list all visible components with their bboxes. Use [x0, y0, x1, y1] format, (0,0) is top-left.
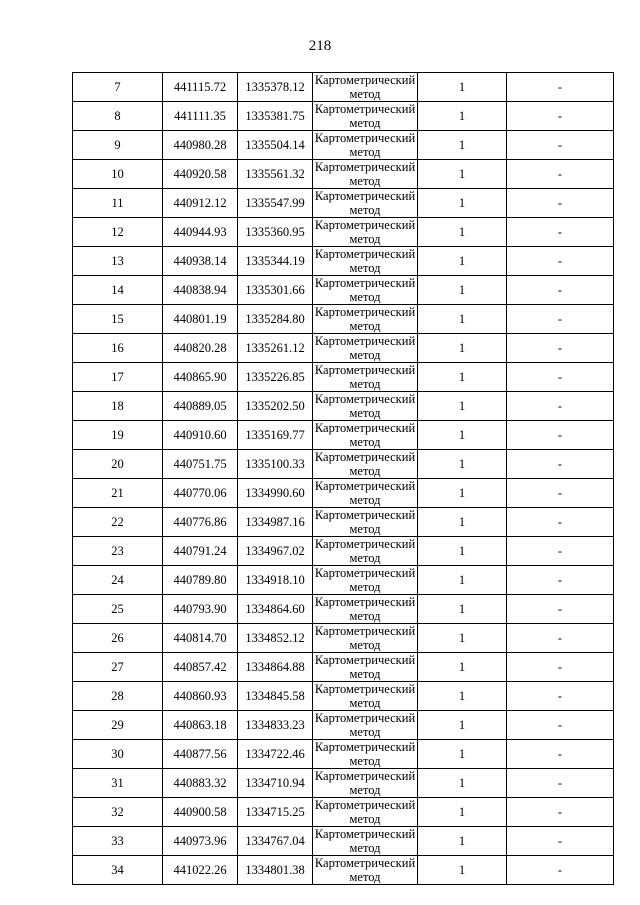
method-text-line: Картометрический — [314, 508, 416, 522]
method-cell — [313, 537, 418, 566]
point-number-cell: 8 — [73, 102, 163, 131]
method-text-line: Картометрический — [314, 740, 416, 754]
table-row — [73, 247, 614, 276]
method-text-line: Картометрический — [314, 131, 416, 145]
method-cell — [313, 334, 418, 363]
x-coordinate-cell: 440912.12 — [163, 189, 238, 218]
x-coordinate-cell: 440814.70 — [163, 624, 238, 653]
x-coordinate-cell: 440838.94 — [163, 276, 238, 305]
method-text-line: метод — [349, 319, 381, 333]
method-text-line: метод — [349, 290, 381, 304]
y-coordinate-cell: 1334987.16 — [238, 508, 313, 537]
point-number-cell: 15 — [73, 305, 163, 334]
point-number-cell: 23 — [73, 537, 163, 566]
description-cell: - — [507, 189, 614, 218]
coordinates-table — [72, 72, 614, 885]
y-coordinate-cell: 1335284.80 — [238, 305, 313, 334]
point-number-cell: 24 — [73, 566, 163, 595]
table-row — [73, 131, 614, 160]
method-cell — [313, 624, 418, 653]
description-cell: - — [507, 711, 614, 740]
method-text-line: метод — [349, 203, 381, 217]
y-coordinate-cell: 1335261.12 — [238, 334, 313, 363]
y-coordinate-cell: 1335301.66 — [238, 276, 313, 305]
method-cell — [313, 247, 418, 276]
method-text-line: метод — [349, 667, 381, 681]
y-coordinate-cell: 1334833.23 — [238, 711, 313, 740]
y-coordinate-cell: 1334918.10 — [238, 566, 313, 595]
table-row — [73, 856, 614, 885]
method-cell — [313, 102, 418, 131]
accuracy-cell: 1 — [418, 769, 507, 798]
description-cell: - — [507, 218, 614, 247]
description-cell: - — [507, 827, 614, 856]
x-coordinate-cell: 440863.18 — [163, 711, 238, 740]
method-text-line: Картометрический — [314, 160, 416, 174]
x-coordinate-cell: 440789.80 — [163, 566, 238, 595]
y-coordinate-cell: 1335202.50 — [238, 392, 313, 421]
point-number-cell: 32 — [73, 798, 163, 827]
x-coordinate-cell: 440877.56 — [163, 740, 238, 769]
method-text-line: метод — [349, 87, 381, 101]
accuracy-cell: 1 — [418, 479, 507, 508]
y-coordinate-cell: 1335547.99 — [238, 189, 313, 218]
y-coordinate-cell: 1334864.60 — [238, 595, 313, 624]
x-coordinate-cell: 440938.14 — [163, 247, 238, 276]
method-cell — [313, 392, 418, 421]
table-row — [73, 566, 614, 595]
method-text-line: метод — [349, 754, 381, 768]
description-cell: - — [507, 276, 614, 305]
y-coordinate-cell: 1334864.88 — [238, 653, 313, 682]
table-row — [73, 624, 614, 653]
point-number-cell: 27 — [73, 653, 163, 682]
table-row — [73, 160, 614, 189]
method-text-line: метод — [349, 174, 381, 188]
description-cell: - — [507, 508, 614, 537]
accuracy-cell: 1 — [418, 189, 507, 218]
method-text-line: Картометрический — [314, 305, 416, 319]
method-cell — [313, 305, 418, 334]
method-cell — [313, 595, 418, 624]
table-row — [73, 305, 614, 334]
x-coordinate-cell: 440860.93 — [163, 682, 238, 711]
method-cell — [313, 131, 418, 160]
method-text-line: Картометрический — [314, 247, 416, 261]
method-cell — [313, 189, 418, 218]
method-text-line: метод — [349, 725, 381, 739]
point-number-cell: 20 — [73, 450, 163, 479]
method-text-line: Картометрический — [314, 450, 416, 464]
method-cell — [313, 769, 418, 798]
x-coordinate-cell: 440770.06 — [163, 479, 238, 508]
description-cell: - — [507, 73, 614, 102]
accuracy-cell: 1 — [418, 537, 507, 566]
y-coordinate-cell: 1334845.58 — [238, 682, 313, 711]
y-coordinate-cell: 1335360.95 — [238, 218, 313, 247]
accuracy-cell: 1 — [418, 392, 507, 421]
accuracy-cell: 1 — [418, 421, 507, 450]
x-coordinate-cell: 440820.28 — [163, 334, 238, 363]
table-row — [73, 537, 614, 566]
description-cell: - — [507, 682, 614, 711]
point-number-cell: 21 — [73, 479, 163, 508]
method-text-line: Картометрический — [314, 334, 416, 348]
table-row — [73, 334, 614, 363]
method-text-line: Картометрический — [314, 856, 416, 870]
y-coordinate-cell: 1334852.12 — [238, 624, 313, 653]
point-number-cell: 14 — [73, 276, 163, 305]
method-text-line: метод — [349, 464, 381, 478]
point-number-cell: 22 — [73, 508, 163, 537]
method-cell — [313, 508, 418, 537]
method-text-line: Картометрический — [314, 711, 416, 725]
method-cell — [313, 276, 418, 305]
method-text-line: метод — [349, 348, 381, 362]
method-cell — [313, 160, 418, 189]
accuracy-cell: 1 — [418, 247, 507, 276]
method-text-line: Картометрический — [314, 827, 416, 841]
method-cell — [313, 450, 418, 479]
accuracy-cell: 1 — [418, 73, 507, 102]
y-coordinate-cell: 1334967.02 — [238, 537, 313, 566]
method-cell — [313, 73, 418, 102]
method-cell — [313, 740, 418, 769]
accuracy-cell: 1 — [418, 334, 507, 363]
description-cell: - — [507, 363, 614, 392]
method-text-line: метод — [349, 406, 381, 420]
x-coordinate-cell: 440776.86 — [163, 508, 238, 537]
method-text-line: метод — [349, 116, 381, 130]
method-text-line: метод — [349, 841, 381, 855]
point-number-cell: 33 — [73, 827, 163, 856]
point-number-cell: 25 — [73, 595, 163, 624]
accuracy-cell: 1 — [418, 827, 507, 856]
y-coordinate-cell: 1335378.12 — [238, 73, 313, 102]
table-row — [73, 102, 614, 131]
method-text-line: Картометрический — [314, 798, 416, 812]
accuracy-cell: 1 — [418, 740, 507, 769]
method-cell — [313, 218, 418, 247]
point-number-cell: 26 — [73, 624, 163, 653]
point-number-cell: 18 — [73, 392, 163, 421]
method-text-line: метод — [349, 493, 381, 507]
accuracy-cell: 1 — [418, 653, 507, 682]
point-number-cell: 17 — [73, 363, 163, 392]
table-row — [73, 421, 614, 450]
table-row — [73, 189, 614, 218]
x-coordinate-cell: 440920.58 — [163, 160, 238, 189]
accuracy-cell: 1 — [418, 798, 507, 827]
x-coordinate-cell: 440791.24 — [163, 537, 238, 566]
method-text-line: метод — [349, 377, 381, 391]
method-text-line: Картометрический — [314, 595, 416, 609]
description-cell: - — [507, 334, 614, 363]
method-text-line: Картометрический — [314, 566, 416, 580]
x-coordinate-cell: 440883.32 — [163, 769, 238, 798]
x-coordinate-cell: 440889.05 — [163, 392, 238, 421]
method-text-line: метод — [349, 812, 381, 826]
table-row — [73, 827, 614, 856]
table-row — [73, 740, 614, 769]
method-text-line: метод — [349, 783, 381, 797]
method-text-line: метод — [349, 522, 381, 536]
y-coordinate-cell: 1334715.25 — [238, 798, 313, 827]
point-number-cell: 7 — [73, 73, 163, 102]
method-text-line: метод — [349, 696, 381, 710]
y-coordinate-cell: 1335100.33 — [238, 450, 313, 479]
description-cell: - — [507, 653, 614, 682]
point-number-cell: 12 — [73, 218, 163, 247]
description-cell: - — [507, 740, 614, 769]
description-cell: - — [507, 537, 614, 566]
method-text-line: Картометрический — [314, 624, 416, 638]
x-coordinate-cell: 440900.58 — [163, 798, 238, 827]
description-cell: - — [507, 305, 614, 334]
table-row — [73, 508, 614, 537]
y-coordinate-cell: 1335504.14 — [238, 131, 313, 160]
method-text-line: Картометрический — [314, 276, 416, 290]
x-coordinate-cell: 440793.90 — [163, 595, 238, 624]
description-cell: - — [507, 856, 614, 885]
x-coordinate-cell: 441115.72 — [163, 73, 238, 102]
method-text-line: Картометрический — [314, 682, 416, 696]
description-cell: - — [507, 102, 614, 131]
table-row — [73, 595, 614, 624]
x-coordinate-cell: 440973.96 — [163, 827, 238, 856]
table-row — [73, 276, 614, 305]
method-text-line: Картометрический — [314, 769, 416, 783]
y-coordinate-cell: 1335226.85 — [238, 363, 313, 392]
method-text-line: Картометрический — [314, 392, 416, 406]
y-coordinate-cell: 1335344.19 — [238, 247, 313, 276]
y-coordinate-cell: 1334722.46 — [238, 740, 313, 769]
description-cell: - — [507, 769, 614, 798]
y-coordinate-cell: 1335169.77 — [238, 421, 313, 450]
description-cell: - — [507, 247, 614, 276]
x-coordinate-cell: 441022.26 — [163, 856, 238, 885]
point-number-cell: 9 — [73, 131, 163, 160]
description-cell: - — [507, 160, 614, 189]
table-row — [73, 73, 614, 102]
x-coordinate-cell: 440751.75 — [163, 450, 238, 479]
point-number-cell: 28 — [73, 682, 163, 711]
y-coordinate-cell: 1335561.32 — [238, 160, 313, 189]
accuracy-cell: 1 — [418, 363, 507, 392]
accuracy-cell: 1 — [418, 682, 507, 711]
point-number-cell: 29 — [73, 711, 163, 740]
accuracy-cell: 1 — [418, 160, 507, 189]
point-number-cell: 31 — [73, 769, 163, 798]
method-text-line: метод — [349, 435, 381, 449]
description-cell: - — [507, 566, 614, 595]
point-number-cell: 19 — [73, 421, 163, 450]
accuracy-cell: 1 — [418, 856, 507, 885]
x-coordinate-cell: 440865.90 — [163, 363, 238, 392]
point-number-cell: 34 — [73, 856, 163, 885]
method-cell — [313, 827, 418, 856]
table-row — [73, 682, 614, 711]
point-number-cell: 10 — [73, 160, 163, 189]
method-text-line: метод — [349, 609, 381, 623]
table-body — [73, 73, 614, 885]
method-text-line: Картометрический — [314, 537, 416, 551]
table-row — [73, 392, 614, 421]
method-text-line: Картометрический — [314, 363, 416, 377]
description-cell: - — [507, 392, 614, 421]
accuracy-cell: 1 — [418, 508, 507, 537]
x-coordinate-cell: 440801.19 — [163, 305, 238, 334]
method-text-line: метод — [349, 261, 381, 275]
method-text-line: Картометрический — [314, 653, 416, 667]
description-cell: - — [507, 595, 614, 624]
accuracy-cell: 1 — [418, 450, 507, 479]
point-number-cell: 13 — [73, 247, 163, 276]
method-cell — [313, 711, 418, 740]
description-cell: - — [507, 450, 614, 479]
method-text-line: Картометрический — [314, 189, 416, 203]
method-cell — [313, 856, 418, 885]
method-cell — [313, 653, 418, 682]
table-row — [73, 450, 614, 479]
point-number-cell: 11 — [73, 189, 163, 218]
accuracy-cell: 1 — [418, 711, 507, 740]
accuracy-cell: 1 — [418, 566, 507, 595]
description-cell: - — [507, 624, 614, 653]
accuracy-cell: 1 — [418, 595, 507, 624]
x-coordinate-cell: 440910.60 — [163, 421, 238, 450]
table-row — [73, 218, 614, 247]
y-coordinate-cell: 1335381.75 — [238, 102, 313, 131]
method-text-line: Картометрический — [314, 102, 416, 116]
table-row — [73, 653, 614, 682]
description-cell: - — [507, 479, 614, 508]
method-cell — [313, 566, 418, 595]
method-cell — [313, 479, 418, 508]
x-coordinate-cell: 440857.42 — [163, 653, 238, 682]
method-text-line: Картометрический — [314, 421, 416, 435]
description-cell: - — [507, 131, 614, 160]
description-cell: - — [507, 798, 614, 827]
method-text-line: Картометрический — [314, 479, 416, 493]
x-coordinate-cell: 441111.35 — [163, 102, 238, 131]
method-text-line: метод — [349, 145, 381, 159]
method-text-line: Картометрический — [314, 73, 416, 87]
method-cell — [313, 682, 418, 711]
table-row — [73, 798, 614, 827]
point-number-cell: 16 — [73, 334, 163, 363]
method-text-line: метод — [349, 580, 381, 594]
accuracy-cell: 1 — [418, 276, 507, 305]
method-text-line: метод — [349, 638, 381, 652]
description-cell: - — [507, 421, 614, 450]
accuracy-cell: 1 — [418, 624, 507, 653]
x-coordinate-cell: 440944.93 — [163, 218, 238, 247]
y-coordinate-cell: 1334710.94 — [238, 769, 313, 798]
method-text-line: метод — [349, 551, 381, 565]
y-coordinate-cell: 1334990.60 — [238, 479, 313, 508]
method-cell — [313, 421, 418, 450]
table-row — [73, 363, 614, 392]
method-cell — [313, 363, 418, 392]
table-row — [73, 711, 614, 740]
method-cell — [313, 798, 418, 827]
method-text-line: метод — [349, 232, 381, 246]
accuracy-cell: 1 — [418, 131, 507, 160]
y-coordinate-cell: 1334767.04 — [238, 827, 313, 856]
y-coordinate-cell: 1334801.38 — [238, 856, 313, 885]
method-text-line: Картометрический — [314, 218, 416, 232]
point-number-cell: 30 — [73, 740, 163, 769]
method-text-line: метод — [349, 870, 381, 884]
page-number: 218 — [308, 38, 332, 54]
accuracy-cell: 1 — [418, 218, 507, 247]
x-coordinate-cell: 440980.28 — [163, 131, 238, 160]
table-row — [73, 769, 614, 798]
accuracy-cell: 1 — [418, 102, 507, 131]
table-row — [73, 479, 614, 508]
accuracy-cell: 1 — [418, 305, 507, 334]
